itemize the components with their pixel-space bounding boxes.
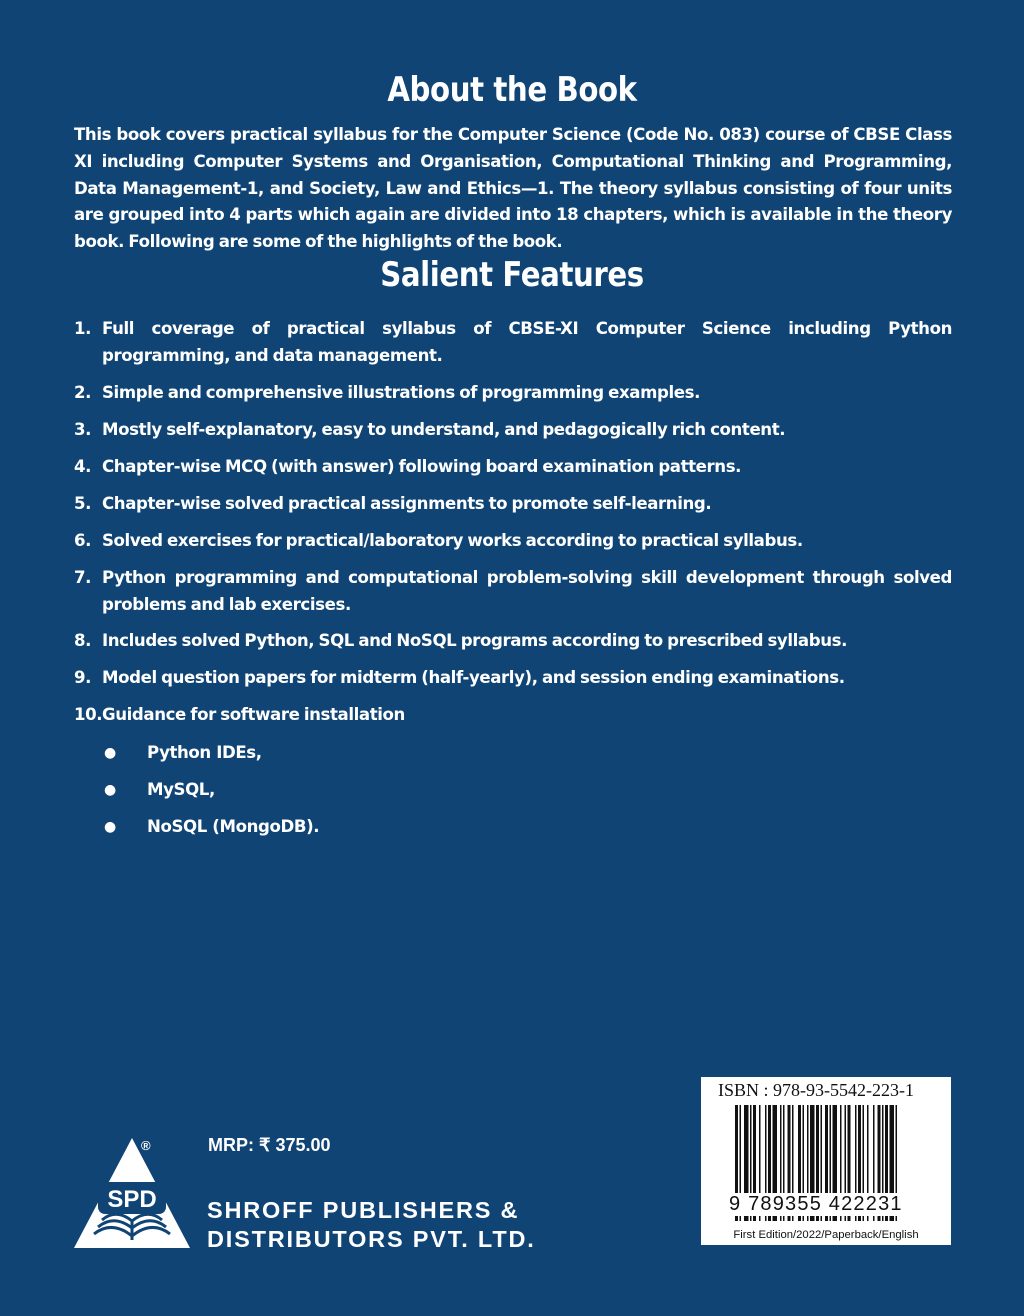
sub-item-text: Python IDEs, xyxy=(147,743,262,762)
item-text: Model question papers for midterm (half-yearly), and session ending examinations. xyxy=(102,668,845,688)
publisher-name xyxy=(207,1196,536,1254)
item-number: 6. xyxy=(74,530,92,550)
item-text: Guidance for software installation xyxy=(102,705,405,725)
list-item xyxy=(74,628,952,655)
list-item xyxy=(74,454,952,481)
item-number: 10. xyxy=(74,705,103,725)
item-text: Simple and comprehensive illustrations of programming examples. xyxy=(102,382,700,402)
item-number: 4. xyxy=(74,456,92,476)
item-number: 3. xyxy=(74,419,92,439)
item-text: Solved exercises for practical/laboratory works according to practical syllabus. xyxy=(102,530,803,550)
sub-item-text: MySQL, xyxy=(147,780,215,799)
bullet-icon: ● xyxy=(104,782,116,798)
list-item xyxy=(74,528,952,555)
logo-text: SPD xyxy=(107,1186,157,1213)
features-list xyxy=(74,316,952,739)
spd-logo-icon xyxy=(72,1132,194,1252)
item-text: Chapter-wise MCQ (with answer) following board examination patterns. xyxy=(102,456,742,476)
list-item xyxy=(104,814,319,851)
list-item xyxy=(74,702,952,729)
isbn-box xyxy=(701,1077,951,1245)
list-item xyxy=(104,740,319,777)
bullet-icon: ● xyxy=(104,819,116,835)
bullet-icon: ● xyxy=(104,745,116,761)
list-item xyxy=(74,565,952,619)
list-item xyxy=(74,491,952,518)
item-text: Chapter-wise solved practical assignments to promote self-learning. xyxy=(102,493,712,513)
list-item xyxy=(74,380,952,407)
software-sub-list xyxy=(104,740,319,851)
publisher-name-line1: SHROFF PUBLISHERS & xyxy=(207,1197,520,1223)
list-item xyxy=(104,777,319,814)
item-number: 9. xyxy=(74,668,92,688)
barcode-digits: 9 789355 422231 xyxy=(729,1193,903,1215)
features-title: Salient Features xyxy=(380,255,644,295)
registered-mark: ® xyxy=(141,1138,151,1153)
mrp-price: MRP: ₹ 375.00 xyxy=(208,1135,331,1155)
item-number: 8. xyxy=(74,631,92,651)
publisher-name-line2: DISTRIBUTORS PVT. LTD. xyxy=(207,1226,536,1252)
about-title: About the Book xyxy=(387,70,637,110)
item-number: 1. xyxy=(74,319,92,338)
item-text: Python programming and computational problem-solving skill development through solved problems and lab exercises. xyxy=(102,567,952,614)
item-text: Full coverage of practical syllabus of CBSE-XI Computer Science including Python programming, and data management. xyxy=(102,319,952,365)
about-text: This book covers practical syllabus for the Computer Science (Code No. 083) course of CBSE Class XI including Computer Systems and Organisation, Computational Thinking and Programming, Data Management-1, and Society, Law and Ethics—1. The theory syllabus consisting of four units are grouped into 4 parts which again are divided into 18 chapters, which is available in the theory book. Following are some of the highlights of the book. xyxy=(74,125,952,252)
item-number: 2. xyxy=(74,382,92,402)
edition-info: First Edition/2022/Paperback/English xyxy=(733,1229,919,1241)
sub-item-text: NoSQL (MongoDB). xyxy=(147,817,320,836)
list-item xyxy=(74,665,952,692)
item-text: Includes solved Python, SQL and NoSQL programs according to prescribed syllabus. xyxy=(102,631,847,651)
list-item xyxy=(74,316,952,370)
isbn-label: ISBN : 978-93-5542-223-1 xyxy=(718,1080,914,1100)
item-number: 7. xyxy=(74,567,92,587)
item-text: Mostly self-explanatory, easy to understand, and pedagogically rich content. xyxy=(102,419,786,439)
list-item xyxy=(74,417,952,444)
item-number: 5. xyxy=(74,493,92,513)
